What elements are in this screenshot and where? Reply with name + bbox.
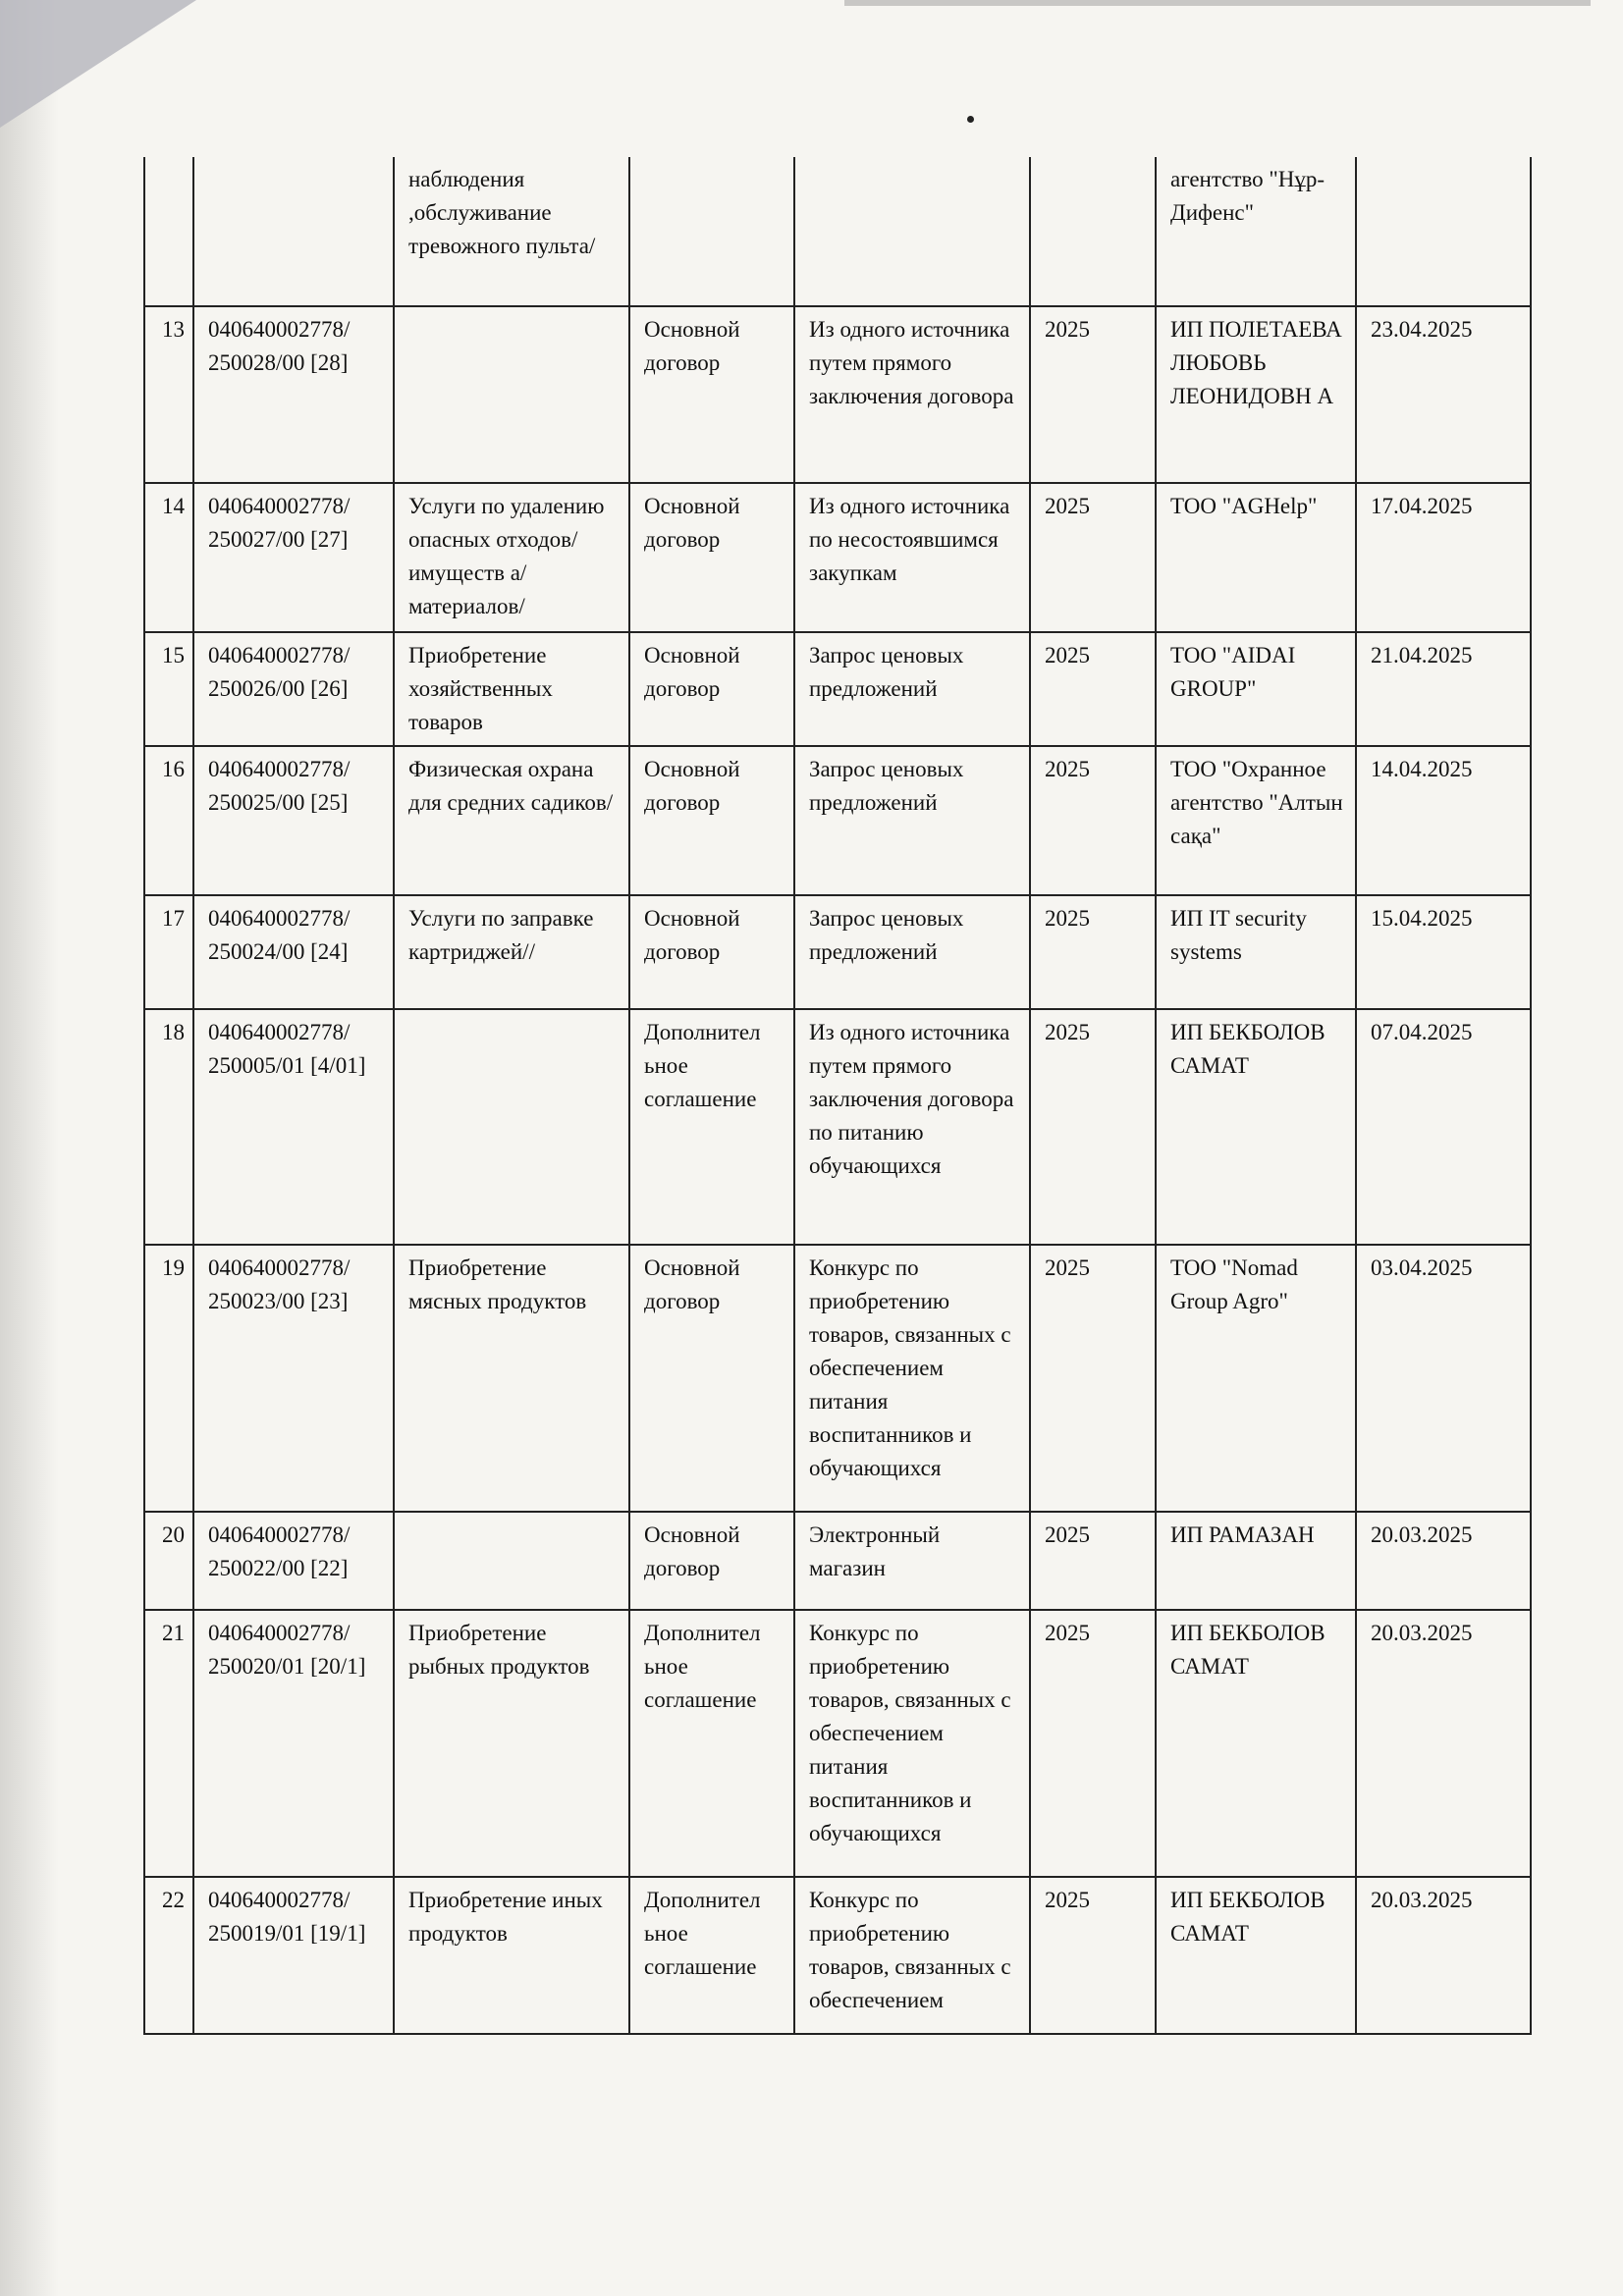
- date-cell: 15.04.2025: [1356, 895, 1531, 1009]
- supplier-cell: ИП БЕКБОЛОВ САМАТ: [1156, 1877, 1356, 2034]
- subject-cell: [394, 1512, 629, 1610]
- date-cell: 17.04.2025: [1356, 483, 1531, 632]
- row-number-cell: 21: [144, 1610, 193, 1877]
- subject-cell: [394, 306, 629, 483]
- subject-cell: Приобретение мясных продуктов: [394, 1245, 629, 1512]
- table-row: [144, 1009, 1531, 1245]
- folded-corner: [0, 0, 196, 128]
- table-row: [144, 483, 1531, 632]
- contract-id-cell: 040640002778/ 250026/00 [26]: [193, 632, 394, 746]
- year-cell: 2025: [1030, 632, 1156, 746]
- table-body: [144, 157, 1531, 2034]
- document-type-cell: Основной договор: [629, 483, 794, 632]
- supplier-cell: ИП ПОЛЕТАЕВА ЛЮБОВЬ ЛЕОНИДОВН А: [1156, 306, 1356, 483]
- supplier-cell: ИП БЕКБОЛОВ САМАТ: [1156, 1009, 1356, 1245]
- supplier-cell: ИП РАМАЗАН: [1156, 1512, 1356, 1610]
- year-cell: [1030, 157, 1156, 306]
- document-type-cell: Основной договор: [629, 895, 794, 1009]
- document-type-cell: Основной договор: [629, 306, 794, 483]
- date-cell: [1356, 157, 1531, 306]
- procurement-method-cell: Конкурс по приобретению товаров, связанных с обеспечением питания воспитанников и обучающихся: [794, 1245, 1030, 1512]
- row-number-cell: 17: [144, 895, 193, 1009]
- page-edge-shadow: [0, 0, 59, 2296]
- row-number-cell: 14: [144, 483, 193, 632]
- table-row: [144, 632, 1531, 746]
- subject-cell: Услуги по удалению опасных отходов/имуществ а/материалов/: [394, 483, 629, 632]
- year-cell: 2025: [1030, 746, 1156, 895]
- contract-id-cell: 040640002778/ 250020/01 [20/1]: [193, 1610, 394, 1877]
- table-row: [144, 306, 1531, 483]
- table-row: [144, 1877, 1531, 2034]
- contract-id-cell: [193, 157, 394, 306]
- subject-cell: Услуги по заправке картриджей//: [394, 895, 629, 1009]
- supplier-cell: ИП IT security systems: [1156, 895, 1356, 1009]
- contract-id-cell: 040640002778/ 250025/00 [25]: [193, 746, 394, 895]
- table-row: [144, 895, 1531, 1009]
- procurement-method-cell: Запрос ценовых предложений: [794, 895, 1030, 1009]
- date-cell: 14.04.2025: [1356, 746, 1531, 895]
- date-cell: 23.04.2025: [1356, 306, 1531, 483]
- date-cell: 21.04.2025: [1356, 632, 1531, 746]
- procurement-method-cell: Конкурс по приобретению товаров, связанных с обеспечением: [794, 1877, 1030, 2034]
- row-number-cell: [144, 157, 193, 306]
- row-number-cell: 13: [144, 306, 193, 483]
- table-row: [144, 1245, 1531, 1512]
- table-row: [144, 746, 1531, 895]
- subject-cell: [394, 1009, 629, 1245]
- document-type-cell: Дополнител ьное соглашение: [629, 1009, 794, 1245]
- date-cell: 07.04.2025: [1356, 1009, 1531, 1245]
- table-row: [144, 157, 1531, 306]
- supplier-cell: ИП БЕКБОЛОВ САМАТ: [1156, 1610, 1356, 1877]
- document-type-cell: Дополнител ьное соглашение: [629, 1877, 794, 2034]
- year-cell: 2025: [1030, 1877, 1156, 2034]
- document-type-cell: Основной договор: [629, 632, 794, 746]
- year-cell: 2025: [1030, 1610, 1156, 1877]
- procurement-method-cell: [794, 157, 1030, 306]
- supplier-cell: ТОО "Nomad Group Agro": [1156, 1245, 1356, 1512]
- date-cell: 20.03.2025: [1356, 1512, 1531, 1610]
- procurement-method-cell: Конкурс по приобретению товаров, связанных с обеспечением питания воспитанников и обучающихся: [794, 1610, 1030, 1877]
- row-number-cell: 16: [144, 746, 193, 895]
- date-cell: 20.03.2025: [1356, 1877, 1531, 2034]
- contract-id-cell: 040640002778/ 250028/00 [28]: [193, 306, 394, 483]
- document-type-cell: Основной договор: [629, 746, 794, 895]
- procurement-method-cell: Запрос ценовых предложений: [794, 746, 1030, 895]
- procurement-table: [143, 157, 1532, 2035]
- contract-id-cell: 040640002778/ 250023/00 [23]: [193, 1245, 394, 1512]
- row-number-cell: 18: [144, 1009, 193, 1245]
- year-cell: 2025: [1030, 1245, 1156, 1512]
- row-number-cell: 22: [144, 1877, 193, 2034]
- subject-cell: Приобретение иных продуктов: [394, 1877, 629, 2034]
- document-type-cell: [629, 157, 794, 306]
- procurement-method-cell: Запрос ценовых предложений: [794, 632, 1030, 746]
- subject-cell: Физическая охрана для средних садиков/: [394, 746, 629, 895]
- document-type-cell: Основной договор: [629, 1245, 794, 1512]
- supplier-cell: агентство "Нұр-Дифенс": [1156, 157, 1356, 306]
- year-cell: 2025: [1030, 1009, 1156, 1245]
- table-row: [144, 1610, 1531, 1877]
- year-cell: 2025: [1030, 1512, 1156, 1610]
- ink-dot: [967, 116, 974, 123]
- row-number-cell: 19: [144, 1245, 193, 1512]
- subject-cell: Приобретение рыбных продуктов: [394, 1610, 629, 1877]
- procurement-method-cell: Электронный магазин: [794, 1512, 1030, 1610]
- row-number-cell: 15: [144, 632, 193, 746]
- year-cell: 2025: [1030, 483, 1156, 632]
- year-cell: 2025: [1030, 306, 1156, 483]
- year-cell: 2025: [1030, 895, 1156, 1009]
- procurement-method-cell: Из одного источника путем прямого заключения договора по питанию обучающихся: [794, 1009, 1030, 1245]
- scan-edge-line: [844, 0, 1591, 6]
- document-type-cell: Основной договор: [629, 1512, 794, 1610]
- contract-id-cell: 040640002778/ 250005/01 [4/01]: [193, 1009, 394, 1245]
- document-type-cell: Дополнител ьное соглашение: [629, 1610, 794, 1877]
- subject-cell: Приобретение хозяйственных товаров: [394, 632, 629, 746]
- supplier-cell: ТОО "Охранное агентство "Алтын сақа": [1156, 746, 1356, 895]
- date-cell: 03.04.2025: [1356, 1245, 1531, 1512]
- table-row: [144, 1512, 1531, 1610]
- procurement-method-cell: Из одного источника по несостоявшимся закупкам: [794, 483, 1030, 632]
- contract-id-cell: 040640002778/ 250027/00 [27]: [193, 483, 394, 632]
- subject-cell: наблюдения ,обслуживание тревожного пульта/: [394, 157, 629, 306]
- procurement-method-cell: Из одного источника путем прямого заключения договора: [794, 306, 1030, 483]
- contract-id-cell: 040640002778/ 250022/00 [22]: [193, 1512, 394, 1610]
- row-number-cell: 20: [144, 1512, 193, 1610]
- date-cell: 20.03.2025: [1356, 1610, 1531, 1877]
- supplier-cell: ТОО "AIDAI GROUP": [1156, 632, 1356, 746]
- contract-id-cell: 040640002778/ 250019/01 [19/1]: [193, 1877, 394, 2034]
- supplier-cell: ТОО "AGHelp": [1156, 483, 1356, 632]
- contract-id-cell: 040640002778/ 250024/00 [24]: [193, 895, 394, 1009]
